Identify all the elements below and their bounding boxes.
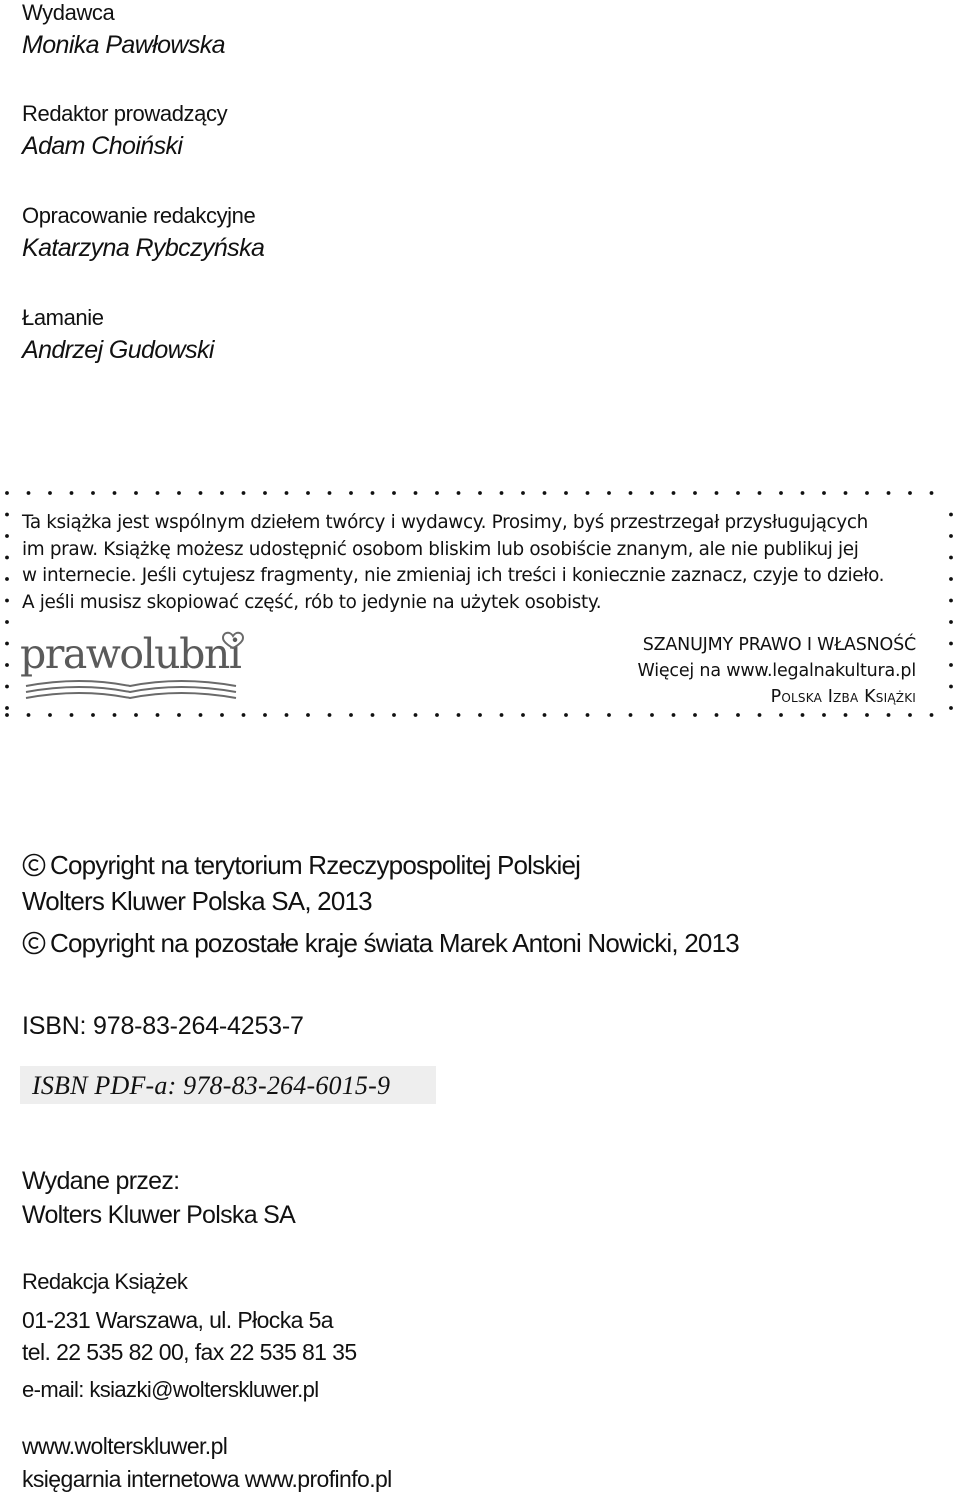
isbn-pdf: ISBN PDF-a: 978-83-264-6015-9 [32,1071,391,1100]
publisher-bookstore: księgarnia internetowa www.profinfo.pl [22,1466,392,1492]
legal-culture-block [637,632,916,710]
credit-role-editing: Opracowanie redakcyjne [22,203,256,228]
credit-name-editing: Katarzyna Rybczyńska [22,234,265,262]
publisher-phone: tel. 22 535 82 00, fax 22 535 81 35 [22,1339,357,1365]
prawolubni-logo [20,628,244,700]
publisher-department: Redakcja Książek [22,1269,188,1294]
copyright-line-2: Wolters Kluwer Polska SA, 2013 [22,886,372,916]
credit-name-publisher: Monika Pawłowska [22,31,225,59]
copyright-icon [22,853,46,877]
publisher-website: www.wolterskluwer.pl [22,1433,228,1459]
logo-wordmark: prawolubni [20,630,241,678]
copyright-line-3 [22,930,739,956]
copyright-text-3: Copyright na pozostałe kraje świata Marek Antoni Nowicki, 2013 [50,928,739,958]
credit-role-publisher: Wydawca [22,0,115,25]
credit-role-typesetting: Łamanie [22,305,104,330]
isbn-pdf-box [20,1066,436,1104]
publisher-name: Wolters Kluwer Polska SA [22,1201,296,1229]
notice-line: w internecie. Jeśli cytujesz fragmenty, nie zmieniaj ich treści i koniecznie zaznacz, czyje to dzieło. [22,565,885,586]
book-heart-icon [20,628,244,700]
publisher-address: 01-231 Warszawa, ul. Płocka 5a [22,1307,333,1333]
notice-text [22,510,952,616]
copyright-icon [22,931,46,955]
credit-name-editor: Adam Choiński [22,132,183,160]
slogan: SZANUJMY PRAWO I WŁASNOŚĆ [642,635,916,655]
copyright-text-1: Copyright na terytorium Rzeczypospolitej Polskiej [50,850,581,880]
copyright-line-1 [22,852,580,878]
notice-line: A jeśli musisz skopiować część, rób to jedynie na użytek osobisty. [22,591,602,613]
more-info-link: Więcej na www.legalnakultura.pl [637,661,916,681]
notice-line: Ta książka jest wspólnym dziełem twórcy i wydawcy. Prosimy, byś przestrzegał przysługujących [22,512,868,533]
credit-role-editor: Redaktor prowadzący [22,101,228,126]
publisher-label: Wydane przez: [22,1167,180,1195]
publisher-email: e-mail: ksiazki@wolterskluwer.pl [22,1377,319,1402]
isbn: ISBN: 978-83-264-4253-7 [22,1012,304,1040]
copyright-notice-box [4,490,954,718]
credit-name-typesetting: Andrzej Gudowski [22,336,214,364]
organization-name: Polska Izba Książki [770,687,916,707]
notice-line: im praw. Książkę możesz udostępnić osobom bliskim lub osobiście znanym, ale nie publikuj jej [22,538,859,560]
